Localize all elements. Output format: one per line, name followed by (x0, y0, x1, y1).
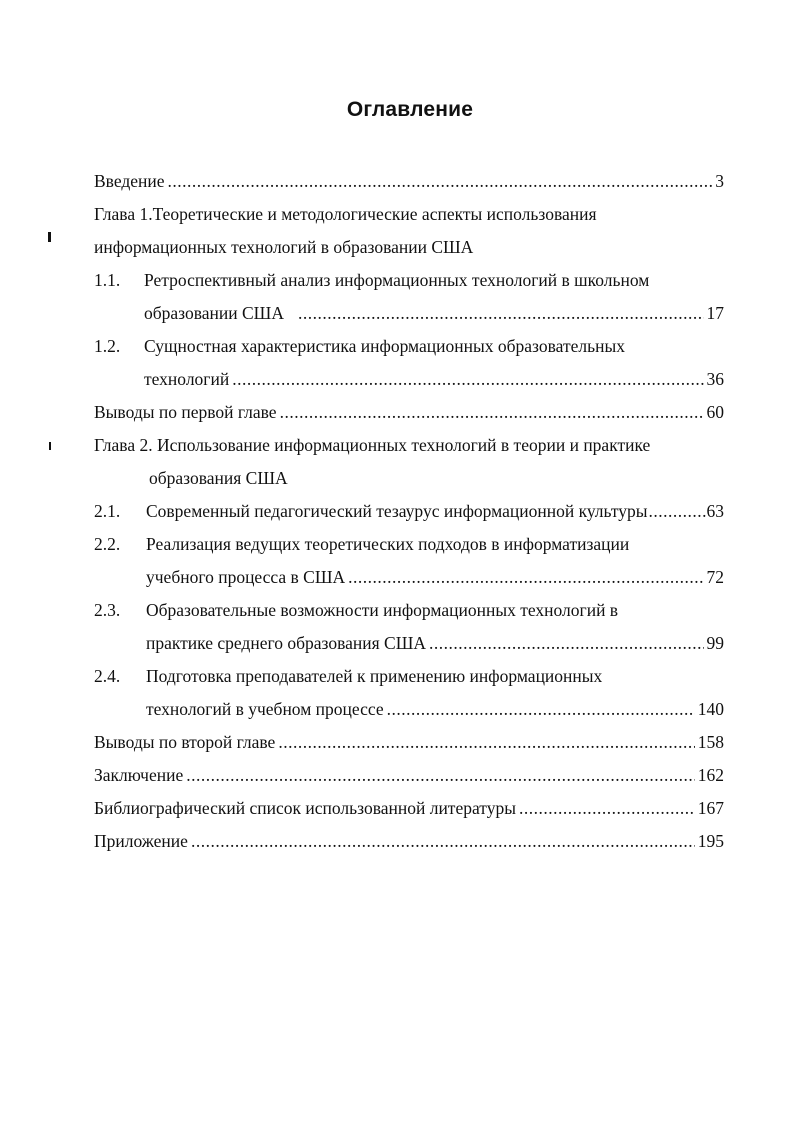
page-title: Оглавление (346, 98, 474, 121)
toc-page-number: 60 (706, 402, 724, 422)
toc-chapter-2-heading-line-2[interactable]: образования США (149, 468, 288, 488)
toc-page-number: 162 (697, 765, 724, 785)
dot-leader (232, 366, 703, 392)
toc-page-number: 63 (706, 501, 724, 521)
toc-page-number: 17 (706, 303, 724, 323)
toc-section-number: 2.4. (94, 666, 121, 686)
toc-page-number: 140 (697, 699, 724, 719)
toc-section-2-4-line-1[interactable]: Подготовка преподавателей к применению информационных (146, 666, 603, 686)
dot-leader (186, 762, 695, 788)
toc-chapter-1-heading-line-1[interactable]: Глава 1.Теоретические и методологические аспекты использования (94, 204, 597, 224)
toc-entry-bibliography[interactable] (94, 795, 724, 821)
toc-page-number: 99 (706, 633, 724, 653)
toc-entry-text: Современный педагогический тезаурус информационной культуры (146, 501, 648, 521)
toc-page-number: 3 (715, 171, 724, 191)
toc-entry-text: Заключение (94, 765, 184, 785)
toc-entry-text: технологий в учебном процессе (146, 699, 384, 719)
dot-leader (429, 630, 704, 656)
toc-page-number: 36 (706, 369, 724, 389)
dot-leader (649, 498, 706, 524)
toc-section-2-3-line-1[interactable]: Образовательные возможности информационных технологий в (146, 600, 619, 620)
toc-section-number: 2.2. (94, 534, 121, 554)
toc-chapter-2-heading-line-1[interactable]: Глава 2. Использование информационных технологий в теории и практике (94, 435, 651, 455)
toc-section-2-1-line-1[interactable] (146, 498, 724, 524)
scan-mark (49, 442, 51, 450)
dot-leader (280, 399, 704, 425)
dot-leader (348, 564, 703, 590)
toc-entry-text: технологий (144, 369, 230, 389)
scan-mark (48, 232, 51, 242)
toc-section-2-4-line-2[interactable] (146, 696, 724, 722)
toc-entry-text: Приложение (94, 831, 188, 851)
toc-entry-appendix[interactable] (94, 828, 724, 854)
dot-leader (387, 696, 695, 722)
toc-entry-chapter-1-conclusions[interactable] (94, 399, 724, 425)
toc-section-1-2-line-1[interactable]: Сущностная характеристика информационных образовательных (144, 336, 625, 356)
toc-section-number: 1.2. (94, 336, 121, 356)
toc-entry-text: практике среднего образования США (146, 633, 426, 653)
dot-leader (519, 795, 695, 821)
toc-section-1-1-line-1[interactable]: Ретроспективный анализ информационных технологий в школьном (144, 270, 650, 290)
toc-entry-text: Выводы по первой главе (94, 402, 277, 422)
toc-section-2-2-line-1[interactable]: Реализация ведущих теоретических подходов в информатизации (146, 534, 630, 554)
toc-page-number: 158 (697, 732, 724, 752)
dot-leader (168, 168, 713, 194)
dot-leader (298, 300, 704, 326)
toc-page-number: 167 (697, 798, 724, 818)
toc-page-number: 72 (706, 567, 724, 587)
toc-section-2-3-line-2[interactable] (146, 630, 724, 656)
toc-chapter-1-heading-line-2[interactable]: информационных технологий в образовании США (94, 237, 474, 257)
dot-leader (278, 729, 694, 755)
toc-section-number: 2.1. (94, 501, 121, 521)
toc-section-1-1-line-2[interactable] (144, 300, 724, 326)
toc-page-number: 195 (697, 831, 724, 851)
toc-section-number: 1.1. (94, 270, 121, 290)
toc-section-2-2-line-2[interactable] (146, 564, 724, 590)
toc-entry-text: учебного процесса в США (146, 567, 346, 587)
toc-entry-text: Введение (94, 171, 165, 191)
dot-leader (191, 828, 695, 854)
toc-entry-text: образовании США (144, 303, 284, 323)
toc-section-number: 2.3. (94, 600, 121, 620)
toc-entry-text: Библиографический список использованной литературы (94, 798, 516, 818)
toc-entry-text: Выводы по второй главе (94, 732, 276, 752)
toc-section-1-2-line-2[interactable] (144, 366, 724, 392)
toc-entry-introduction[interactable] (94, 168, 724, 194)
toc-entry-conclusion[interactable] (94, 762, 724, 788)
toc-entry-chapter-2-conclusions[interactable] (94, 729, 724, 755)
